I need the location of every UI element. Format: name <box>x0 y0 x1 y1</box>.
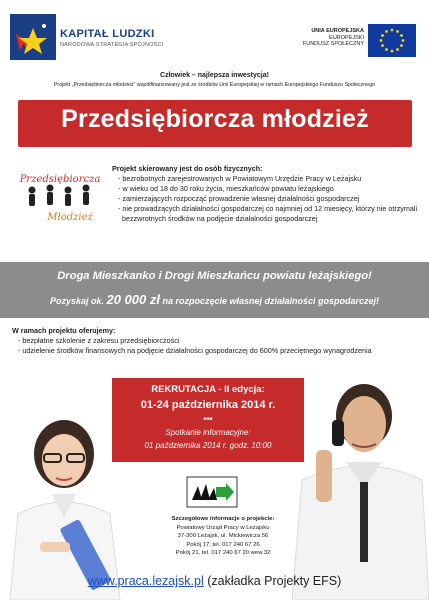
banner-pre: Pozyskaj ok. <box>49 296 107 306</box>
recruitment-dates: 01-24 października 2014 r. <box>140 399 276 411</box>
eu-flag-icon <box>368 24 416 57</box>
eu-line-2: EUROPEJSKI <box>329 34 364 41</box>
contact-line: 37-300 Leżajsk, ul. Mickiewicza 56 <box>177 533 269 540</box>
eu-label <box>268 28 364 48</box>
banner-amount: 20 000 zł <box>106 292 160 307</box>
meeting-label: Spotkanie informacyjne: <box>165 428 251 437</box>
meeting-date: 01 października 2014 r. godz. 10:00 <box>144 441 272 450</box>
kapital-ludzki-subtitle: NARODOWA STRATEGIA SPÓJNOŚCI <box>60 42 164 48</box>
kapital-ludzki-logo-icon <box>10 14 56 60</box>
recruitment-separator: *** <box>203 416 213 425</box>
target-heading: Projekt skierowany jest do osób fizycznych: <box>112 164 263 173</box>
contact-line: Powiatowy Urząd Pracy w Leżajsku <box>176 524 270 531</box>
target-group <box>112 164 422 224</box>
list-item: - w wieku od 18 do 30 roku życia, mieszkańców powiatu leżajskiego <box>118 184 334 193</box>
recruitment-heading: REKRUTACJA - II edycja: <box>151 384 265 395</box>
eu-line-3: FUNDUSZ SPOŁECZNY <box>302 41 364 47</box>
page-title: Przedsiębiorcza młodzież <box>61 105 369 133</box>
labour-office-logo-icon <box>186 476 238 508</box>
cofinance-note: Projekt „Przedsiębiorcza młodzież” współfinansowany jest ze środków Unii Europejskiej w ramach Europejskiego Funduszu Społecznego <box>53 82 376 88</box>
woman-photo <box>0 394 128 600</box>
website-link[interactable]: www.praca.lezajsk.pl <box>87 574 204 588</box>
list-item: - nie prowadzących działalności gospodarczej co najmniej od 12 miesięcy, którzy nie otrzymali bezzwrotnych środków na podjęcie działalności gospodarczej <box>118 204 418 223</box>
banner-post: na rozpoczęcie własnej działalności gospodarczej! <box>159 296 380 306</box>
list-item: - bezrobotnych zarejestrowanych w Powiatowym Urzędzie Pracy w Leżajsku <box>118 174 362 183</box>
list-item: - bezpłatne szkolenie z zakresu przedsiębiorczości <box>18 336 180 345</box>
offer-heading: W ramach projektu oferujemy: <box>12 326 116 335</box>
man-photo <box>292 370 429 600</box>
contact-heading: Szczegółowe informacje o projekcie: <box>171 516 275 522</box>
banner-subline <box>0 292 429 307</box>
eu-line-1: UNIA EUROPEJSKA <box>311 28 364 34</box>
pm-logo-line-2: Młodzież <box>47 212 93 223</box>
footer <box>0 574 429 588</box>
contact-line: Pokój 17, tel. 017 240 67 26 <box>186 541 260 548</box>
contact-info <box>148 515 298 558</box>
kapital-ludzki-title: KAPITAŁ LUDZKI <box>60 28 155 40</box>
list-item: - udzielenie środków finansowych na podjęcie działalności gospodarczej do 600% przeciętnego wynagrodzenia <box>18 346 372 355</box>
banner-headline: Droga Mieszkanko i Drogi Mieszkańcu powiatu leżajskiego! <box>57 270 372 282</box>
slogan: Człowiek – najlepsza inwestycja! <box>160 72 269 79</box>
pm-logo-line-1: Przedsiębiorcza <box>19 174 101 185</box>
przedsiebiorcza-mlodziez-logo-icon <box>10 170 110 226</box>
contact-line: Pokój 21, tel. 017 240 67 20 wew.32 <box>175 550 271 557</box>
footer-note: (zakładka Projekty EFS) <box>203 574 342 588</box>
list-item: - zamierzających rozpocząć prowadzenie własnej działalności gospodarczej <box>118 194 360 203</box>
offer-section <box>12 326 422 356</box>
